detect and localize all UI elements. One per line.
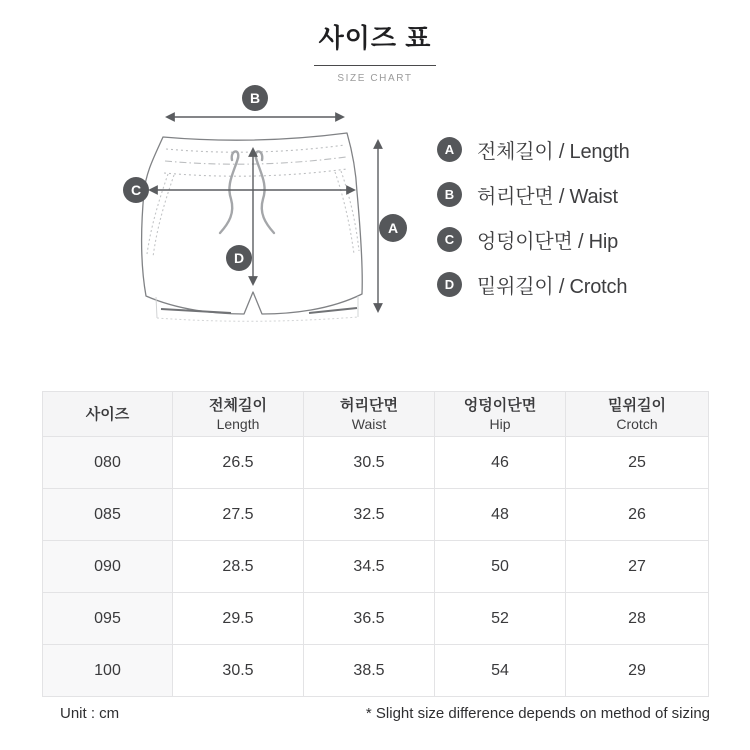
legend-item-hip	[437, 217, 630, 262]
badge-c-letter: C	[130, 182, 142, 198]
legend-label-hip: 엉덩이단면 / Hip	[477, 231, 619, 253]
size-cell: 100	[43, 645, 173, 697]
table-row	[43, 541, 709, 593]
badge-b-letter: B	[249, 90, 261, 106]
waist-cell: 30.5	[304, 437, 435, 489]
crotch-cell: 27	[566, 541, 709, 593]
col-header-crotch: 밑위길이 Crotch	[566, 392, 709, 437]
waist-cell: 32.5	[304, 489, 435, 541]
table-header-row	[43, 392, 709, 437]
footer	[42, 705, 710, 722]
crotch-cell: 26	[566, 489, 709, 541]
shorts-diagram	[105, 85, 435, 335]
crotch-cell: 29	[566, 645, 709, 697]
badge-d-letter: D	[233, 250, 245, 266]
col-header-length: 전체길이 Length	[173, 392, 304, 437]
crotch-cell: 28	[566, 593, 709, 645]
size-cell: 095	[43, 593, 173, 645]
waist-cell: 36.5	[304, 593, 435, 645]
legend-badge-c: C	[437, 227, 462, 252]
title-block	[0, 18, 750, 84]
crotch-cell: 25	[566, 437, 709, 489]
size-cell: 090	[43, 541, 173, 593]
waist-cell: 38.5	[304, 645, 435, 697]
title-divider	[314, 65, 436, 66]
badge-a-letter: A	[387, 220, 399, 236]
legend-label-length: 전체길이 / Length	[477, 141, 630, 163]
legend-item-crotch	[437, 262, 630, 307]
col-header-waist: 허리단면 Waist	[304, 392, 435, 437]
table-row	[43, 593, 709, 645]
page-subtitle: SIZE CHART	[337, 73, 413, 84]
table-row	[43, 645, 709, 697]
table-row	[43, 437, 709, 489]
waist-cell: 34.5	[304, 541, 435, 593]
legend-label-waist: 허리단면 / Waist	[477, 186, 618, 208]
col-header-size: 사이즈	[43, 392, 173, 437]
legend-badge-d: D	[437, 272, 462, 297]
size-cell: 085	[43, 489, 173, 541]
legend-item-waist	[437, 172, 630, 217]
length-cell: 27.5	[173, 489, 304, 541]
legend-item-length	[437, 127, 630, 172]
legend-label-crotch: 밑위길이 / Crotch	[477, 276, 628, 298]
hip-cell: 52	[435, 593, 566, 645]
length-cell: 30.5	[173, 645, 304, 697]
size-cell: 080	[43, 437, 173, 489]
hip-cell: 46	[435, 437, 566, 489]
table-row	[43, 489, 709, 541]
page-title: 사이즈 표	[318, 23, 432, 53]
hip-cell: 54	[435, 645, 566, 697]
length-cell: 26.5	[173, 437, 304, 489]
unit-label: Unit : cm	[60, 705, 120, 722]
size-chart-table	[42, 391, 709, 697]
hip-cell: 50	[435, 541, 566, 593]
col-header-hip: 엉덩이단면 Hip	[435, 392, 566, 437]
hip-cell: 48	[435, 489, 566, 541]
legend-badge-a: A	[437, 137, 462, 162]
length-cell: 29.5	[173, 593, 304, 645]
length-cell: 28.5	[173, 541, 304, 593]
sizing-note: * Slight size difference depends on method of sizing	[365, 705, 710, 722]
shorts-outline	[142, 133, 363, 321]
legend-badge-b: B	[437, 182, 462, 207]
measure-legend	[437, 127, 630, 307]
